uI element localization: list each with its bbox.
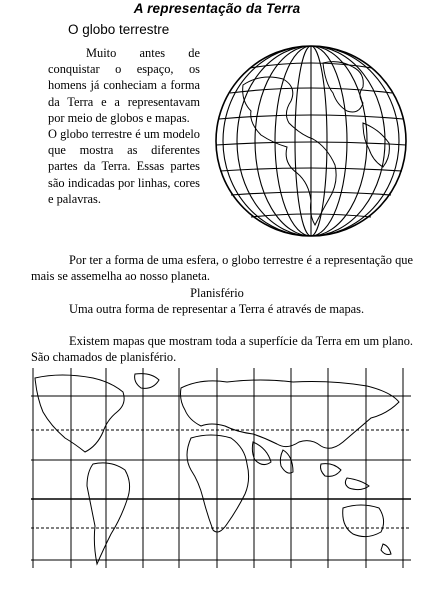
planisphere-map	[31, 368, 411, 568]
section-subtitle: O globo terrestre	[68, 22, 170, 37]
page-title: A representação da Terra	[133, 1, 301, 16]
globe-illustration	[213, 43, 409, 239]
paragraph-maps	[31, 334, 413, 365]
paragraph-other-form-text: Uma outra forma de representar a Terra é através de mapas.	[69, 302, 365, 316]
intro-paragraph-2: O globo terrestre é um modelo que mostra as diferentes partes da Terra. Essas partes são indicadas por linhas, cores e palavras.	[48, 127, 200, 206]
intro-paragraph-1: Muito antes de conquistar o espaço, os homens já conheciam a forma da Terra e a representavam por meio de globos e mapas.	[48, 46, 200, 125]
intro-text	[48, 45, 200, 207]
planisferio-heading: Planisfério	[190, 286, 244, 300]
paragraph-other-form	[31, 302, 413, 318]
paragraph-maps-text: Existem mapas que mostram toda a superfície da Terra em um plano. São chamados de planisfério.	[31, 334, 413, 364]
paragraph-globe	[31, 253, 413, 284]
paragraph-globe-text: Por ter a forma de uma esfera, o globo terrestre é a representação que mais se assemelha ao nosso planeta.	[31, 253, 413, 283]
